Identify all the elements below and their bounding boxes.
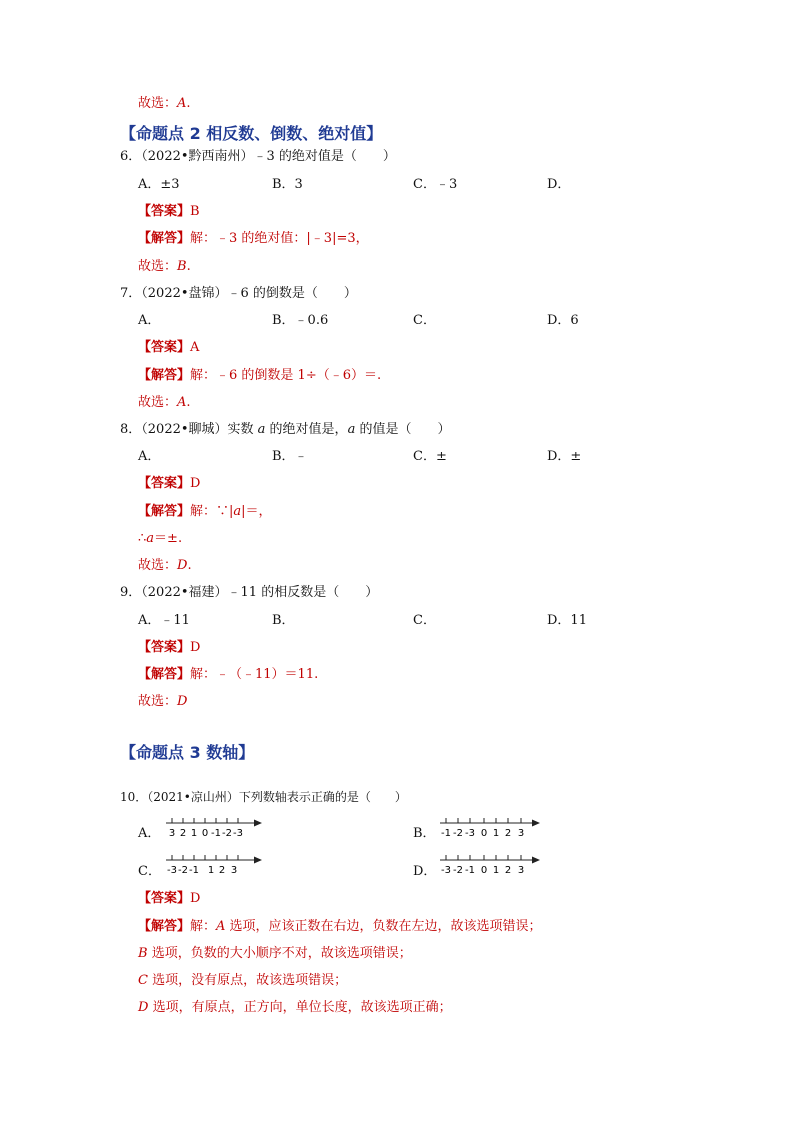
option-d: D． — [547, 177, 571, 192]
arrow-head — [532, 820, 540, 827]
option-b: B． — [413, 826, 436, 841]
option-d: D． — [413, 864, 437, 879]
tick-label: -2 — [178, 865, 188, 876]
number-line-b — [438, 815, 542, 843]
section-heading: 【命题点 2 相反数、倒数、绝对值】 — [120, 124, 383, 143]
conclusion-line: ∴a＝±. — [138, 531, 183, 546]
final-answer: 故选：D — [138, 694, 188, 709]
tick-label: -2 — [222, 828, 232, 839]
option-c: C． — [413, 313, 436, 328]
tick-label: 2 — [218, 865, 226, 876]
arrow-head — [254, 820, 262, 827]
tick-label: 1 — [492, 828, 500, 839]
option-b: B．﹣0.6 — [272, 313, 329, 328]
question-stem: 10．（2021•凉山州）下列数轴表示正确的是（ ） — [120, 790, 407, 804]
tick-label: -2 — [453, 865, 463, 876]
final-answer: 故选：B. — [138, 259, 191, 274]
solution-line: B 选项，负数的大小顺序不对，故该选项错误； — [138, 946, 412, 961]
tick-label: -3 — [233, 828, 243, 839]
tick-label: 3 — [517, 828, 525, 839]
tick-label: 1 — [190, 828, 198, 839]
solution-line: 【解答】解：∵|a|＝， — [138, 504, 272, 519]
answer-line: 【答案】D — [138, 640, 201, 655]
number-line-a — [164, 815, 264, 843]
tick-label: 2 — [504, 865, 512, 876]
answer-line: 【答案】A — [138, 340, 200, 355]
option-c: C． — [138, 864, 161, 879]
option-a: A． — [138, 826, 161, 841]
tick-label: -3 — [167, 865, 177, 876]
option-a: A． — [138, 313, 161, 328]
answer-line: 【答案】B — [138, 204, 200, 219]
tick-label: 3 — [168, 828, 176, 839]
tick-label: -3 — [465, 828, 475, 839]
final-answer: 故选：D. — [138, 558, 192, 573]
question-stem: 9．（2022•福建）﹣11 的相反数是（ ） — [120, 585, 379, 600]
option-c: C． — [413, 613, 436, 628]
final-answer: 故选：A. — [138, 395, 191, 410]
question-stem: 6．（2022•黔西南州）﹣3 的绝对值是（ ） — [120, 149, 396, 164]
tick-label: -1 — [465, 865, 475, 876]
option-d: D．± — [547, 449, 582, 464]
tick-label: 1 — [207, 865, 215, 876]
solution-line: D 选项，有原点，正方向，单位长度，故该选项正确； — [138, 1000, 452, 1015]
option-d: D．11 — [547, 613, 587, 628]
solution-line: 【解答】解：﹣（﹣11）＝11. — [138, 667, 319, 682]
option-a: A． — [138, 449, 161, 464]
answer-line: 【答案】D — [138, 891, 201, 906]
solution-line: 【解答】解：A 选项，应该正数在右边，负数在左边，故该选项错误； — [138, 919, 542, 934]
solution-line: C 选项，没有原点，故该选项错误； — [138, 973, 348, 988]
option-b: B．3 — [272, 177, 303, 192]
number-line-c — [164, 852, 264, 880]
option-c: C．± — [413, 449, 447, 464]
option-c: C．﹣3 — [413, 177, 458, 192]
solution-line: 【解答】解：﹣6 的倒数是 1÷（﹣6）＝. — [138, 368, 382, 383]
final-answer: 故选：A. — [138, 96, 191, 111]
tick-label: -1 — [211, 828, 221, 839]
arrow-head — [254, 857, 262, 864]
tick-label: -3 — [441, 865, 451, 876]
option-a: A．±3 — [138, 177, 180, 192]
tick-label: 3 — [517, 865, 525, 876]
option-b: B．﹣ — [272, 449, 308, 464]
tick-label: -2 — [453, 828, 463, 839]
tick-label: 0 — [480, 865, 488, 876]
section-heading: 【命题点 3 数轴】 — [120, 743, 255, 762]
option-a: A．﹣11 — [138, 613, 190, 628]
question-stem: 7．（2022•盘锦）﹣6 的倒数是（ ） — [120, 286, 357, 301]
tick-label: 2 — [179, 828, 187, 839]
question-stem: 8．（2022•聊城）实数 a 的绝对值是，a 的值是（ ） — [120, 422, 451, 437]
tick-label: 3 — [230, 865, 238, 876]
tick-label: 0 — [480, 828, 488, 839]
tick-label: 2 — [504, 828, 512, 839]
solution-line: 【解答】解：﹣3 的绝对值：|﹣3|=3， — [138, 231, 369, 246]
tick-label: -1 — [189, 865, 199, 876]
number-line-d — [438, 852, 542, 880]
option-d: D．6 — [547, 313, 579, 328]
tick-label: 1 — [492, 865, 500, 876]
tick-label: 0 — [201, 828, 209, 839]
answer-line: 【答案】D — [138, 476, 201, 491]
option-b: B． — [272, 613, 295, 628]
arrow-head — [532, 857, 540, 864]
tick-label: -1 — [441, 828, 451, 839]
